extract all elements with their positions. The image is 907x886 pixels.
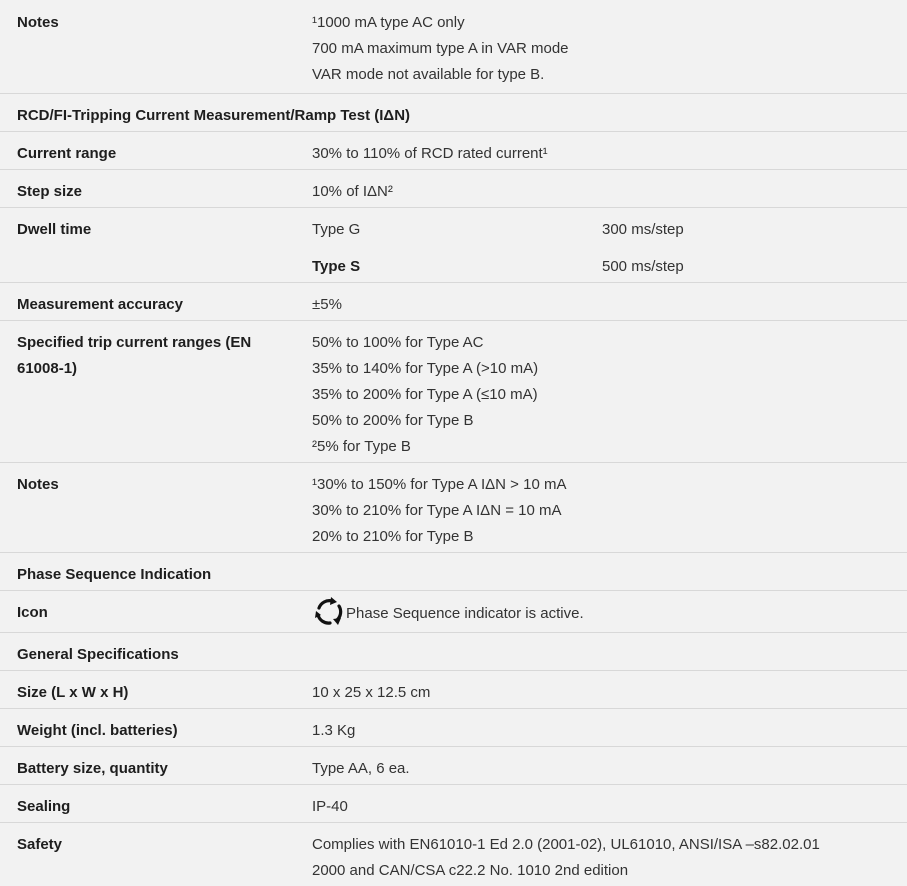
size-value: 10 x 25 x 12.5 cm (312, 683, 431, 701)
icon-description: Phase Sequence indicator is active. (346, 604, 584, 622)
measurement-accuracy-value: ±5% (312, 295, 342, 313)
safety-values (312, 822, 907, 886)
phase-section-title: Phase Sequence Indication (17, 565, 212, 583)
rcd-section-header (0, 93, 907, 131)
dwell-time-row (0, 207, 907, 282)
rcd-section-title: RCD/FI-Tripping Current Measurement/Ramp Test (IΔN) (17, 106, 411, 124)
icon-label: Icon (17, 603, 48, 621)
safety-row (0, 822, 907, 886)
icon-row (0, 590, 907, 632)
dwell-type-g (312, 217, 907, 243)
trip-range-line: 35% to 200% for Type A (≤10 mA) (312, 385, 538, 403)
phase-section-header (0, 552, 907, 590)
icon-value (312, 590, 907, 632)
weight-value: 1.3 Kg (312, 721, 356, 739)
measurement-accuracy-label: Measurement accuracy (17, 295, 183, 313)
notes-label: Notes (17, 14, 59, 31)
trip-range-line: 50% to 100% for Type AC (312, 333, 484, 351)
step-size-value: 10% of IΔN² (312, 182, 393, 200)
safety-label: Safety (17, 835, 63, 853)
sealing-value: IP-40 (312, 797, 348, 815)
trip-ranges-label (0, 320, 312, 462)
notes-line: VAR mode not available for type B. (312, 66, 545, 83)
phase-sequence-icon (312, 596, 346, 628)
dwell-type-s (312, 254, 907, 280)
size-row (0, 670, 907, 708)
trip-ranges-row (0, 320, 907, 462)
weight-row (0, 708, 907, 746)
battery-label: Battery size, quantity (17, 759, 168, 777)
current-range-row (0, 131, 907, 169)
dwell-type-g-label: Type G (312, 220, 361, 238)
trip-ranges-label-line: 61008-1) (17, 359, 78, 377)
safety-line: Complies with EN61010-1 Ed 2.0 (2001-02), UL61010, ANSI/ISA –s82.02.01 (312, 835, 820, 853)
trip-range-line: ²5% for Type B (312, 437, 411, 455)
step-size-label: Step size (17, 182, 83, 200)
trip-ranges-values (312, 320, 907, 462)
trip-ranges-label-line: Specified trip current ranges (EN (17, 333, 252, 351)
notes-line: 20% to 210% for Type B (312, 527, 474, 545)
trip-range-line: 50% to 200% for Type B (312, 411, 474, 429)
notes-label-2: Notes (17, 475, 59, 493)
dwell-type-s-label: Type S (312, 257, 361, 275)
current-range-label: Current range (17, 144, 117, 162)
sealing-row (0, 784, 907, 822)
notes-line: 700 mA maximum type A in VAR mode (312, 40, 569, 57)
step-size-row (0, 169, 907, 207)
battery-value: Type AA, 6 ea. (312, 759, 410, 777)
trip-range-line: 35% to 140% for Type A (>10 mA) (312, 359, 539, 377)
current-range-value: 30% to 110% of RCD rated current¹ (312, 144, 548, 162)
dwell-time-label: Dwell time (17, 220, 92, 238)
notes-line: 30% to 210% for Type A IΔN = 10 mA (312, 501, 562, 519)
notes-row (0, 0, 907, 93)
dwell-type-g-value: 300 ms/step (602, 220, 684, 238)
safety-line: 2000 and CAN/CSA c22.2 No. 1010 2nd edition (312, 861, 629, 879)
weight-label: Weight (incl. batteries) (17, 721, 178, 739)
notes-values-2 (312, 462, 907, 552)
general-section-header (0, 632, 907, 670)
dwell-type-s-value: 500 ms/step (602, 257, 684, 275)
notes-line: ¹1000 mA type AC only (312, 14, 465, 31)
notes-row-2 (0, 462, 907, 552)
size-label: Size (L x W x H) (17, 683, 129, 701)
notes-values (312, 0, 907, 93)
dwell-time-values (312, 207, 907, 282)
general-section-title: General Specifications (17, 645, 179, 663)
battery-row (0, 746, 907, 784)
sealing-label: Sealing (17, 797, 71, 815)
measurement-accuracy-row (0, 282, 907, 320)
notes-line: ¹30% to 150% for Type A IΔN > 10 mA (312, 475, 567, 493)
